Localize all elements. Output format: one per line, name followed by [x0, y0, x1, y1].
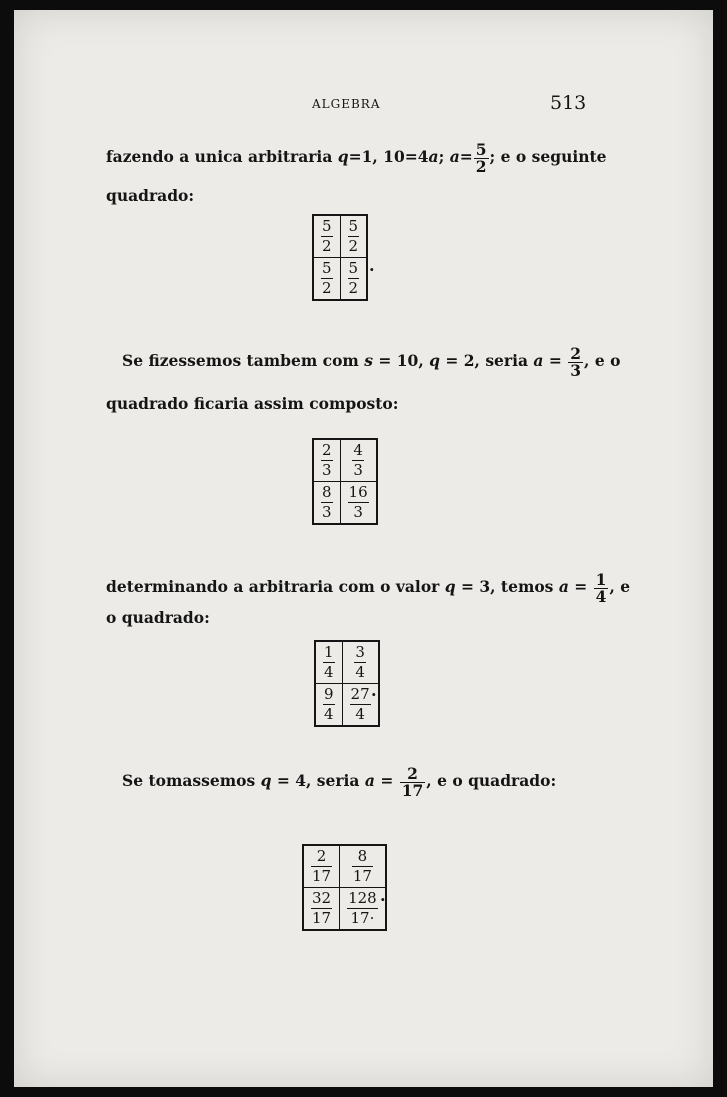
square-cell: $\frac{5}{2}$	[340, 215, 367, 258]
fraction: $\frac{5}{2}$	[475, 140, 487, 176]
square-cell: $\frac{8}{17}$	[340, 845, 386, 888]
square-cell: $\frac{27}{4}$	[342, 684, 379, 727]
paragraph-2-line-2: quadrado ficaria assim composto:	[106, 394, 399, 413]
fraction: $\frac{2}{17}$	[401, 764, 424, 800]
paragraph-3-line-2: o quadrado:	[106, 608, 210, 627]
square-cell: $\frac{16}{3}$	[340, 482, 377, 525]
square-cell: $\frac{3}{4}$	[342, 641, 379, 684]
square-cell: $\frac{5}{2}$	[313, 258, 340, 301]
book-page	[14, 10, 713, 1087]
magic-square-1	[312, 214, 368, 301]
square-cell: $\frac{9}{4}$	[315, 684, 342, 727]
square-cell: $\frac{5}{2}$	[340, 258, 367, 301]
magic-square-2	[312, 438, 378, 525]
running-header	[14, 94, 713, 116]
paragraph-2-line-1: Se fizessemos tambem com s = 10, q = 2, seria a = $\frac{2}{3}$ , e o	[122, 344, 621, 380]
square-cell: $\frac{5}{2}$	[313, 215, 340, 258]
paragraph-1-line-2: quadrado:	[106, 186, 195, 205]
square-cell: $\frac{4}{3}$	[340, 439, 377, 482]
square-cell: $\frac{2}{17}$	[303, 845, 340, 888]
magic-square-3	[314, 640, 380, 727]
header-title: ALGEBRA	[312, 97, 381, 111]
fraction: $\frac{2}{3}$	[570, 344, 582, 380]
page-number: 513	[550, 92, 587, 114]
square-cell: $\frac{2}{3}$	[313, 439, 340, 482]
paragraph-3-line-1: determinando a arbitraria com o valor q = 3, temos a = $\frac{1}{4}$ , e	[106, 570, 631, 606]
square-cell: $\frac{8}{3}$	[313, 482, 340, 525]
paragraph-4-line-1: Se tomassemos q = 4, seria a = $\frac{2}{17}$ , e o quadrado:	[122, 764, 557, 800]
magic-square-4	[302, 844, 387, 931]
square-cell: $\frac{1}{4}$	[315, 641, 342, 684]
fraction: $\frac{1}{4}$	[595, 570, 607, 606]
square-1-period: .	[369, 256, 375, 275]
square-cell: $\frac{32}{17}$	[303, 888, 340, 931]
paragraph-1-line-1: fazendo a unica arbitraria q=1, 10=4a; a= $\frac{5}{2}$ ; e o seguinte	[106, 140, 607, 176]
square-cell: $\frac{128}{17\cdot}$	[340, 888, 386, 931]
square-3-period: .	[371, 681, 377, 700]
square-4-period: .	[380, 886, 386, 905]
